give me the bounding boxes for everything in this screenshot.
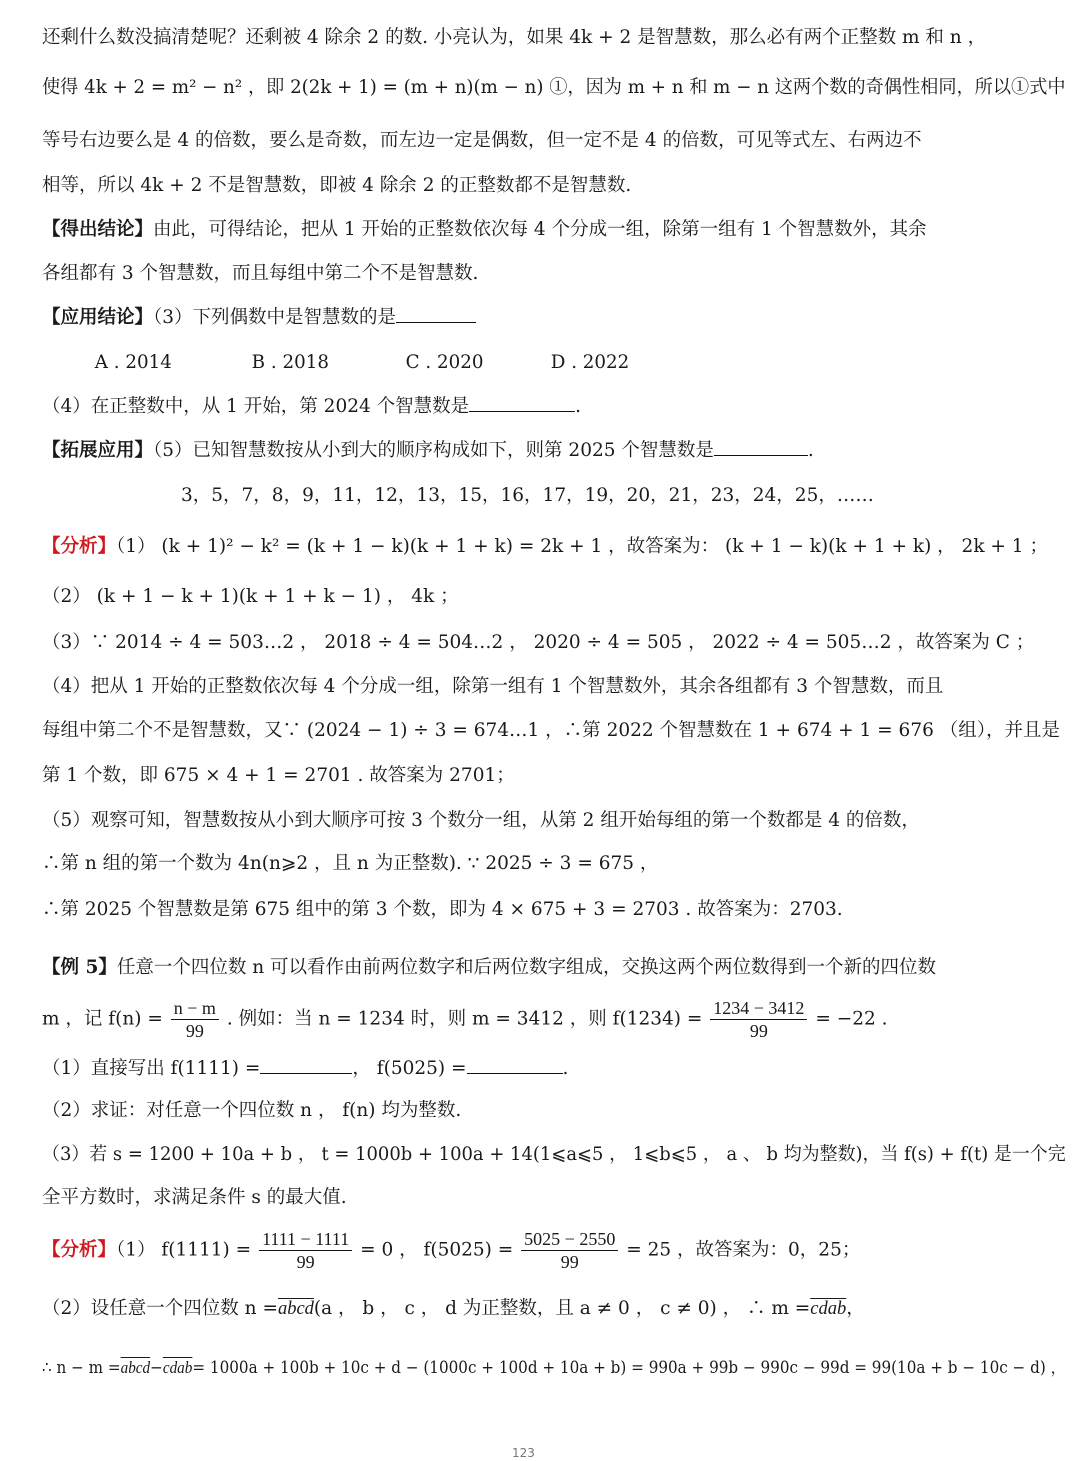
- text-part: （1） f(1111) =: [116, 1239, 252, 1261]
- analysis-tag: 【分析】: [42, 536, 117, 557]
- text-line: 还剩什么数没搞清楚呢？还剩被 4 除余 2 的数. 小亮认为，如果 4k + 2 是智慧数，那么必有两个正整数 m 和 n ，: [42, 27, 987, 48]
- question-text: （4）在正整数中，从 1 开始，第 2024 个智慧数是: [42, 396, 470, 417]
- option-c: C . 2020: [405, 352, 484, 373]
- fraction: [171, 997, 219, 1042]
- fraction: [259, 1228, 352, 1273]
- text-line: 由此，可得结论，把从 1 开始的正整数依次每 4 个分成一组，除第一组有 1 个智慧数外，其余: [153, 219, 927, 240]
- punct: .: [575, 396, 582, 417]
- question-5-line: [42, 436, 814, 466]
- text-line: [42, 1294, 865, 1324]
- text-line: （3）若 s = 1200 + 10a + b ， t = 1000b + 100a + 14(1⩽a⩽5 ， 1⩽b⩽5 ， a 、 b 均为整数)，当 f(s) + f(t) 是一个完: [42, 1144, 1066, 1165]
- overline-number: abcd: [120, 1358, 151, 1377]
- analysis-line: [42, 532, 1048, 562]
- question-text: （1）直接写出 f(1111) =: [42, 1058, 261, 1079]
- answer-blank: [467, 1055, 563, 1074]
- question-text: （3）下列偶数中是智慧数的是: [153, 307, 397, 328]
- text-part: = 25 ，故答案为：0，25；: [626, 1239, 861, 1261]
- example-tag: 【例 5】: [42, 957, 117, 978]
- fraction-numerator: 1234 − 3412: [710, 997, 807, 1020]
- text-part: （2）设任意一个四位数 n =: [42, 1298, 278, 1319]
- text-part: (a ， b ， c ， d 为正整数，且 a ≠ 0 ， c ≠ 0) ， ∴ m =: [313, 1298, 811, 1319]
- text-line: （4）把从 1 开始的正整数依次每 4 个分成一组，除第一组有 1 个智慧数外，其余各组都有 3 个智慧数，而且: [42, 676, 944, 697]
- text-line: （2）求证：对任意一个四位数 n ， f(n) 均为整数.: [42, 1100, 462, 1121]
- answer-blank: [469, 393, 575, 412]
- example-5-line: [42, 953, 936, 983]
- text-line: 等号右边要么是 4 的倍数，要么是奇数，而左边一定是偶数，但一定不是 4 的倍数，可见等式左、右两边不: [42, 130, 922, 151]
- punct: .: [562, 1058, 569, 1079]
- question-4-line: [42, 392, 581, 422]
- overline-number: cdab: [162, 1358, 193, 1377]
- conclusion-line: [42, 215, 927, 245]
- option-a: A . 2014: [94, 352, 172, 373]
- text-line: 第 1 个数，即 675 × 4 + 1 = 2701 . 故答案为 2701；: [42, 765, 515, 786]
- text-part: m ，记 f(n) =: [42, 1008, 163, 1030]
- text-line: 任意一个四位数 n 可以看作由前两位数字和后两位数字组成，交换这两个两位数得到一个新的四位数: [116, 957, 937, 978]
- text-part: = 1000a + 100b + 10c + d − (1000c + 100d + 10a + b) = 990a + 99b − 990c − 99d = 99(10a + b − 10c − d) ，: [192, 1358, 1066, 1377]
- page-number: 123: [512, 1446, 535, 1460]
- option-d: D . 2022: [550, 352, 630, 373]
- text-line: （1） (k + 1)² − k² = (k + 1 − k)(k + 1 + k) = 2k + 1 ，故答案为： (k + 1 − k)(k + 1 + k) ， 2k + 1 ；: [116, 536, 1048, 557]
- definition-line: [42, 997, 888, 1042]
- analysis-line: [42, 1228, 860, 1273]
- text-line: 使得 4k + 2 = m² − n² ，即 2(2k + 1) = (m + n)(m − n) ①，因为 m + n 和 m − n 这两个数的奇偶性相同，所以①式中: [42, 77, 1066, 98]
- question-3-line: [42, 303, 476, 333]
- text-line: （5）观察可知，智慧数按从小到大顺序可按 3 个数分一组，从第 2 组开始每组的第一个数都是 4 的倍数，: [42, 810, 920, 831]
- fraction: [710, 997, 807, 1042]
- text-line: 全平方数时，求满足条件 s 的最大值.: [42, 1187, 347, 1208]
- section-tag: 【拓展应用】: [42, 440, 154, 461]
- analysis-tag: 【分析】: [42, 1239, 117, 1261]
- text-line: （2） (k + 1 − k + 1)(k + 1 + k − 1) ， 4k ；: [42, 586, 459, 607]
- fraction: [521, 1228, 618, 1273]
- text-line: 每组中第二个不是智慧数，又∵ (2024 − 1) ÷ 3 = 674…1 ，∴第 2022 个智慧数在 1 + 674 + 1 = 676 （组），并且是: [42, 720, 1060, 741]
- overline-number: abcd: [277, 1299, 314, 1319]
- text-line: （3）∵ 2014 ÷ 4 = 503…2 ， 2018 ÷ 4 = 504…2 ， 2020 ÷ 4 = 505 ， 2022 ÷ 4 = 505…2 ，故答案为 C ；: [42, 632, 1035, 653]
- section-tag: 【应用结论】: [42, 307, 154, 328]
- section-tag: 【得出结论】: [42, 219, 154, 240]
- text-line: [42, 1353, 1066, 1383]
- option-b: B . 2018: [251, 352, 329, 373]
- fraction-denominator: 99: [749, 1021, 768, 1041]
- text-part: ∴ n − m =: [42, 1358, 121, 1377]
- fraction-denominator: 99: [185, 1021, 204, 1041]
- question-text: （5）已知智慧数按从小到大的顺序构成如下，则第 2025 个智慧数是: [153, 440, 714, 461]
- sequence-line: 3，5，7，8，9，11，12，13，15，16，17，19，20，21，23，24，25，……: [181, 485, 874, 506]
- answer-blank: [714, 437, 808, 456]
- punct: .: [807, 440, 814, 461]
- text-part: = −22 .: [815, 1008, 888, 1030]
- text-line: ∴第 2025 个智慧数是第 675 组中的第 3 个数，即为 4 × 675 + 3 = 2703 . 故答案为：2703.: [42, 899, 843, 920]
- fraction-numerator: n − m: [171, 997, 219, 1020]
- text-part: . 例如：当 n = 1234 时，则 m = 3412 ，则 f(1234) =: [226, 1008, 703, 1030]
- answer-blank: [260, 1055, 352, 1074]
- text-line: 相等，所以 4k + 2 不是智慧数，即被 4 除余 2 的正整数都不是智慧数.: [42, 175, 632, 196]
- answer-blank: [396, 304, 476, 323]
- text-part: ，: [846, 1298, 865, 1319]
- fraction-denominator: 99: [560, 1252, 579, 1272]
- text-line: 各组都有 3 个智慧数，而且每组中第二个不是智慧数.: [42, 263, 479, 284]
- question-text: ， f(5025) =: [352, 1058, 467, 1079]
- text-part: −: [150, 1358, 163, 1377]
- fraction-numerator: 1111 − 1111: [259, 1228, 352, 1251]
- overline-number: cdab: [810, 1299, 847, 1319]
- text-part: = 0 ， f(5025) =: [360, 1239, 514, 1261]
- text-line: ∴第 n 组的第一个数为 4n(n⩾2 ，且 n 为正整数). ∵ 2025 ÷ 3 = 675 ，: [42, 853, 659, 874]
- fraction-denominator: 99: [296, 1252, 315, 1272]
- question-1-line: [42, 1054, 568, 1084]
- options-row: [0, 348, 1066, 378]
- fraction-numerator: 5025 − 2550: [521, 1228, 618, 1251]
